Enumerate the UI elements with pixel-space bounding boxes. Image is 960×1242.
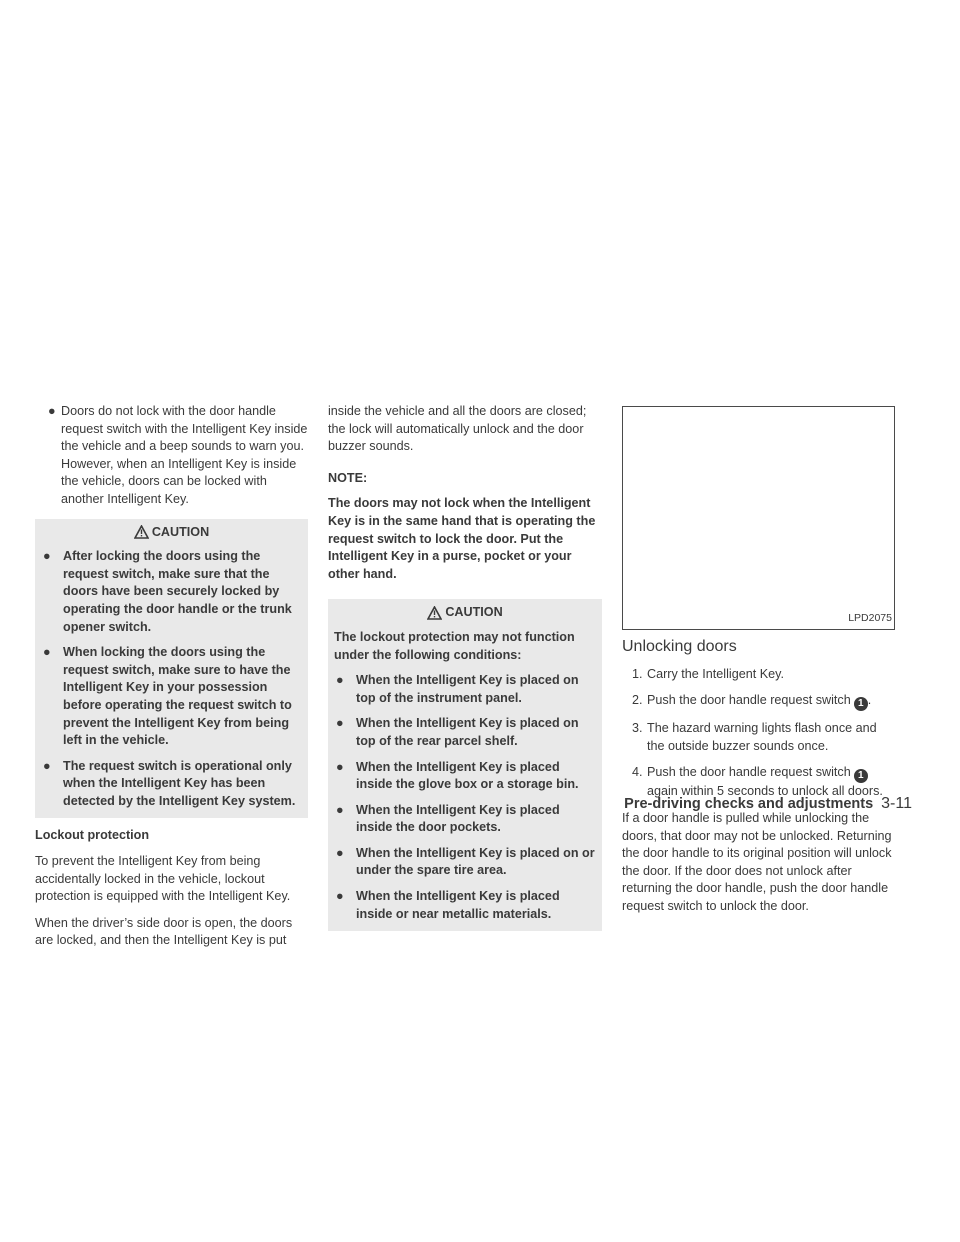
bullet-text: Doors do not lock with the door handle request switch with the Intelligent Key inside the vehicle and a beep sounds to warn you. However, when an Intelligent Key is inside the vehicle, doors can be locked with another Intelligent Key. <box>61 404 308 506</box>
page-number: 3-11 <box>881 795 912 812</box>
caution-intro: The lockout protection may not function under the following conditions: <box>334 629 575 662</box>
caution-item <box>41 548 302 636</box>
bullet-icon: ● <box>336 716 344 731</box>
bullet-icon: ● <box>43 758 51 773</box>
bullet-icon: ● <box>43 645 51 660</box>
bullet-icon: ● <box>336 889 344 904</box>
bullet-icon: ● <box>336 802 344 817</box>
figure-frame <box>622 406 895 630</box>
bullet-icon: ● <box>336 673 344 688</box>
note-text: The doors may not lock when the Intelligent Key is in the same hand that is operating the request switch to lock the door. Put the Intelligent Key in a purse, pocket or your other hand. <box>328 496 596 581</box>
caution-header <box>41 519 302 549</box>
caution-item-text: After locking the doors using the request switch, make sure that the doors have been securely locked by operating the door handle or the trunk opener switch. <box>63 549 292 634</box>
caution-item <box>41 758 302 811</box>
caution-title: CAUTION <box>151 524 210 539</box>
callout-1-icon: 1 <box>854 769 868 783</box>
step-text: The hazard warning lights flash once and the outside buzzer sounds once. <box>647 721 877 753</box>
paragraph: To prevent the Intelligent Key from being accidentally locked in the vehicle, lockout protection is equipped with the Intelligent Key. <box>35 854 291 904</box>
note-label: NOTE: <box>328 470 368 485</box>
bullet-icon: ● <box>336 759 344 774</box>
paragraph: inside the vehicle and all the doors are closed; the lock will automatically unlock and the door buzzer sounds. <box>328 404 587 454</box>
caution-item-text: When the Intelligent Key is placed inside the glove box or a storage bin. <box>356 759 579 792</box>
caution-title: CAUTION <box>445 605 503 620</box>
caution-item <box>334 759 596 794</box>
page-footer <box>624 795 912 813</box>
caution-item <box>41 644 302 750</box>
column-2 <box>328 403 602 940</box>
step-number: 1. <box>632 666 643 681</box>
warning-triangle-icon <box>134 525 149 539</box>
caution-item <box>334 845 596 880</box>
caution-item <box>334 672 596 707</box>
warning-triangle-icon <box>427 606 442 620</box>
caution-item <box>334 715 596 750</box>
caution-item-text: When the Intelligent Key is placed inside the door pockets. <box>356 802 560 835</box>
list-item <box>622 720 895 755</box>
lockout-heading: Lockout protection <box>35 828 150 843</box>
paragraph: When the driver’s side door is open, the doors are locked, and then the Intelligent Key is put <box>35 915 293 948</box>
caution-item <box>334 802 596 837</box>
step-text: Carry the Intelligent Key. <box>647 666 784 681</box>
step-tail: . <box>867 693 872 708</box>
step-number: 4. <box>632 765 643 780</box>
step-text: Push the door handle request switch <box>647 765 851 780</box>
caution-box <box>35 519 308 819</box>
caution-item-text: The request switch is operational only when the Intelligent Key has been detected by the Intelligent Key system. <box>63 758 296 808</box>
step-number: 3. <box>632 721 643 736</box>
bullet-icon: ● <box>43 549 51 564</box>
caution-item-text: When the Intelligent Key is placed on or under the spare tire area. <box>356 845 595 878</box>
caution-item-text: When locking the doors using the request switch, make sure to have the Intelligent Key in your possession before operating the request switch to prevent the Intelligent Key from being left in the vehicle. <box>63 645 292 748</box>
list-item <box>35 403 308 509</box>
bullet-icon: ● <box>48 404 56 418</box>
step-number: 2. <box>632 693 643 708</box>
caution-item-text: When the Intelligent Key is placed on top of the instrument panel. <box>356 673 579 705</box>
step-text: Push the door handle request switch <box>647 693 851 708</box>
column-3 <box>622 406 895 925</box>
list-item <box>622 692 895 711</box>
figure-label: LPD2075 <box>844 610 894 629</box>
bullet-icon: ● <box>336 845 344 860</box>
caution-item-text: When the Intelligent Key is placed on top of the rear parcel shelf. <box>356 716 579 748</box>
caution-box <box>328 599 602 931</box>
caution-item <box>334 888 596 923</box>
list-item <box>622 666 895 684</box>
callout-1-icon: 1 <box>854 697 868 711</box>
caution-header <box>334 599 596 629</box>
footer-section: Pre-driving checks and adjustments <box>624 796 874 812</box>
paragraph: If a door handle is pulled while unlocking the doors, that door may not be unlocked. Returning the door handle to its original position will unlock the door. If the door does not unlock after returning the door handle, push the door handle request switch to unlock the door. <box>622 810 892 913</box>
step-tail: again within 5 seconds to unlock all doors. <box>647 784 883 799</box>
column-1 <box>35 403 308 959</box>
section-title: Unlocking doors <box>622 638 737 655</box>
caution-item-text: When the Intelligent Key is placed inside or near metallic materials. <box>356 889 560 921</box>
